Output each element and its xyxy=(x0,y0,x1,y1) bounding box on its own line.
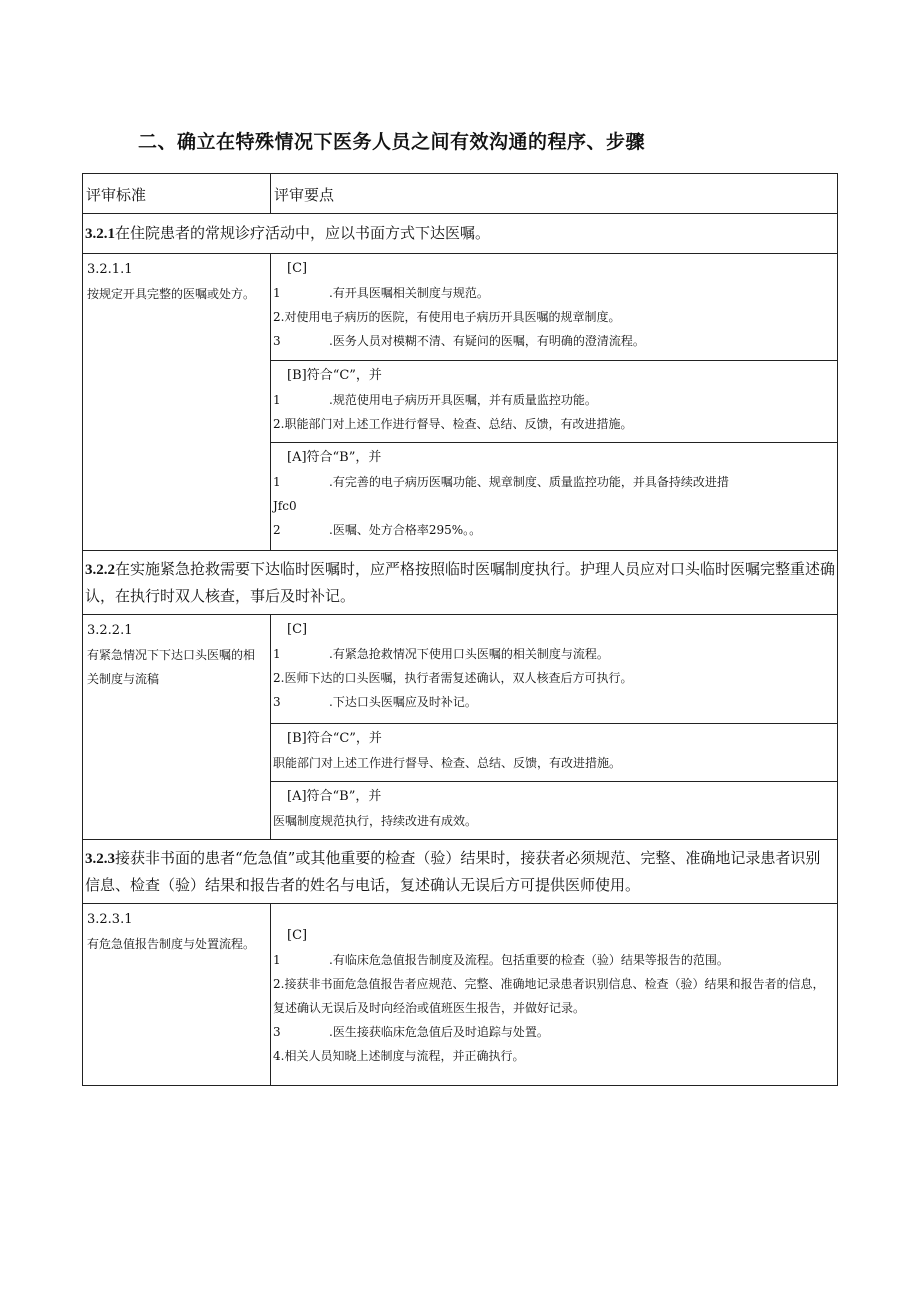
list-item: 1 .有临床危急值报告制度及流程。包括重要的检查（验）结果等报告的范围。 xyxy=(273,953,729,967)
section-text: 接获非书面的患者“危急值”或其他重要的检查（验）结果时，接获者必须规范、完整、准确地记录患者识别信息、检查（验）结果和报告者的姓名与电话，复述确认无误后方可提供医师使用。 xyxy=(85,849,821,894)
item-text: 有危急值报告制度与处置流程。 xyxy=(87,937,256,951)
grade-c-label: [C] xyxy=(287,622,308,637)
section-3-2-3 xyxy=(83,840,838,904)
list-item: 2.医师下达的口头医嘱，执行者需复述确认，双人核查后方可执行。 xyxy=(273,671,633,685)
grade-c-block xyxy=(271,904,838,1086)
points-cell xyxy=(271,615,838,840)
section-3-2-1 xyxy=(83,214,838,254)
grade-a-block xyxy=(271,442,837,550)
list-item: 医嘱制度规范执行，持续改进有成效。 xyxy=(273,813,478,828)
grade-b-block xyxy=(271,723,837,781)
section-row xyxy=(83,551,838,615)
item-code: 3.2.1.1 xyxy=(87,262,133,277)
list-item: 1 .有开具医嘱相关制度与规范。 xyxy=(273,286,489,300)
item-row xyxy=(83,254,838,551)
grade-a-label: [A]符合“B”，并 xyxy=(287,788,382,804)
list-item: 4.相关人员知晓上述制度与流程，并正确执行。 xyxy=(273,1049,525,1063)
section-code: 3.2.2 xyxy=(85,562,115,578)
item-text: 有紧急情况下下达口头医嘱的相关制度与流稿 xyxy=(87,648,256,686)
header-standard: 评审标准 xyxy=(83,174,271,214)
list-item: Jfc0 xyxy=(273,498,297,513)
item-code: 3.2.3.1 xyxy=(87,912,133,927)
list-item: 1 .规范使用电子病历开具医嘱，并有质量监控功能。 xyxy=(273,392,597,407)
grade-b-label: [B]符合“C”，并 xyxy=(287,730,382,746)
section-text: 在住院患者的常规诊疗活动中，应以书面方式下达医嘱。 xyxy=(115,224,491,242)
item-cell xyxy=(83,904,271,1086)
section-text: 在实施紧急抢救需要下达临时医嘱时，应严格按照临时医嘱制度执行。护理人员应对口头临时医嘱完整重述确认，在执行时双人核查，事后及时补记。 xyxy=(85,560,836,605)
points-cell xyxy=(271,254,838,551)
list-item: 3 .医务人员对模糊不清、有疑问的医嘱，有明确的澄清流程。 xyxy=(273,334,645,348)
grade-b-label: [B]符合“C”，并 xyxy=(287,367,382,383)
section-3-2-2 xyxy=(83,551,838,615)
page-title: 二、确立在特殊情况下医务人员之间有效沟通的程序、步骤 xyxy=(138,131,646,153)
table-header-row xyxy=(83,174,838,214)
item-code: 3.2.2.1 xyxy=(87,623,133,638)
review-table xyxy=(82,173,838,1086)
section-code: 3.2.3 xyxy=(85,851,115,867)
list-item: 3 .下达口头医嘱应及时补记。 xyxy=(273,695,477,709)
list-item: 2.接获非书面危急值报告者应规范、完整、准确地记录患者识别信息、检查（验）结果和报告者的信息，复述确认无误后及时向经治或值班医生报告，并做好记录。 xyxy=(273,977,825,1015)
list-item: 2.对使用电子病历的医院，有使用电子病历开具医嘱的规章制度。 xyxy=(273,310,621,324)
list-item: 1 .有完善的电子病历医嘱功能、规章制度、质量监控功能，并具备持续改进措 xyxy=(273,474,729,489)
item-text: 按规定开具完整的医嘱或处方。 xyxy=(87,287,256,301)
list-item: 职能部门对上述工作进行督导、检查、总结、反馈，有改进措施。 xyxy=(273,755,622,770)
grade-b-block xyxy=(271,360,837,442)
section-code: 3.2.1 xyxy=(85,226,115,242)
list-item: 2.职能部门对上述工作进行督导、检查、总结、反馈，有改进措施。 xyxy=(273,416,633,431)
grade-a-block xyxy=(271,781,837,839)
list-item: 2 .医嘱、处方合格率295%。。 xyxy=(273,522,482,537)
item-cell xyxy=(83,254,271,551)
grade-a-label: [A]符合“B”，并 xyxy=(287,449,382,465)
item-cell xyxy=(83,615,271,840)
grade-c-block xyxy=(271,615,837,723)
item-row xyxy=(83,904,838,1086)
grade-c-label: [C] xyxy=(287,928,308,943)
section-row xyxy=(83,840,838,904)
list-item: 1 .有紧急抢救情况下使用口头医嘱的相关制度与流程。 xyxy=(273,647,609,661)
item-row xyxy=(83,615,838,840)
list-item: 3 .医生接获临床危急值后及时追踪与处置。 xyxy=(273,1025,549,1039)
grade-c-block xyxy=(271,254,837,360)
grade-c-label: [C] xyxy=(287,261,308,276)
header-key-points: 评审要点 xyxy=(271,174,838,214)
section-row xyxy=(83,214,838,254)
